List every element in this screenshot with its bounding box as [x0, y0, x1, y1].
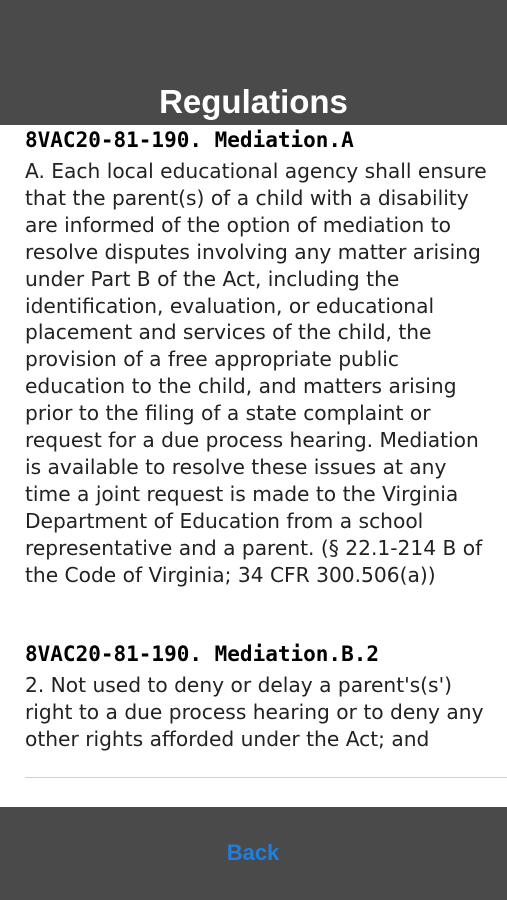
section-heading-mediation-a: 8VAC20-81-190. Mediation.A	[25, 128, 354, 152]
bottom-toolbar	[0, 807, 507, 900]
back-button[interactable]: Back	[226, 840, 280, 865]
section-body-mediation-b2: 2. Not used to deny or delay a parent's(s') right to a due process hearing or to deny any other rights afforded under the Act; and	[25, 673, 484, 751]
navigation-header	[0, 0, 507, 125]
section-body-mediation-a: A. Each local educational agency shall ensure that the parent(s) of a child with a disability are informed of the option of mediation to resolve disputes involving any matter arising under Part B of the Act, including the identification, evaluation, or educational placement and services of the child, the provision of a free appropriate public education to the child, and matters arising prior to the filing of a state complaint or request for a due process hearing. Mediation is available to resolve these issues at any time a joint request is made to the Virginia Department of Education from a school representative and a parent. (§ 22.1-214 B of the Code of Virginia; 34 CFR 300.506(a))	[25, 159, 487, 587]
section-heading-mediation-b2: 8VAC20-81-190. Mediation.B.2	[25, 642, 380, 666]
content-divider	[25, 777, 507, 778]
regulation-scroll-view[interactable]	[0, 125, 507, 807]
page-title: Regulations	[159, 83, 348, 120]
